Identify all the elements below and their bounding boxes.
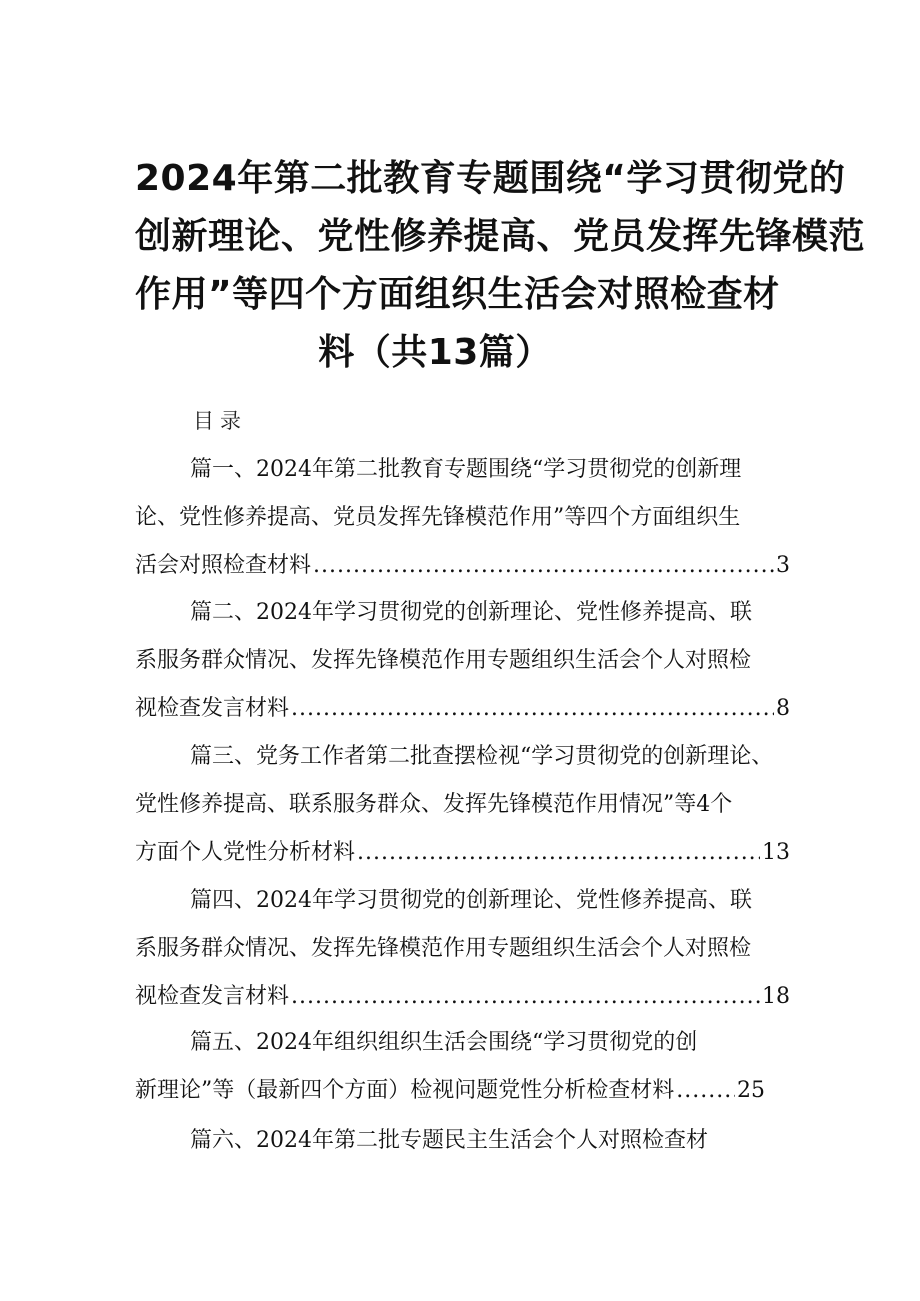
dot-leader (291, 973, 760, 1021)
toc-heading: 目录 (193, 409, 247, 433)
toc-entry-last-line (135, 685, 790, 733)
document-title (135, 150, 866, 382)
toc-entry-line: 视检查发言材料 (135, 696, 290, 721)
toc-entry-line: 视检查发言材料 (135, 984, 290, 1009)
title-line: 作用”等四个方面组织生活会对照检查材 (135, 274, 780, 315)
toc-entry-line: 活会对照检查材料 (135, 553, 312, 578)
toc-entry-1[interactable] (135, 446, 790, 590)
toc-entry-4[interactable] (135, 877, 790, 1021)
toc-entry-line: 系服务群众情况、发挥先锋模范作用专题组织生活会个人对照检 (135, 648, 752, 673)
toc-entry-line: 篇四、2024年学习贯彻党的创新理论、党性修养提高、联 (190, 888, 752, 913)
title-line: 料（共13篇） (318, 332, 552, 373)
toc-entry-line: 新理论”等（最新四个方面）检视问题党性分析检查材料 (135, 1078, 675, 1103)
toc-entry-3[interactable] (135, 733, 790, 877)
toc-entry-5[interactable] (135, 1019, 765, 1115)
toc-entry-line: 论、党性修养提高、党员发挥先锋模范作用”等四个方面组织生 (135, 505, 741, 530)
toc-entry-last-line (135, 1067, 765, 1115)
dot-leader (357, 829, 760, 877)
toc-entry-line: 系服务群众情况、发挥先锋模范作用专题组织生活会个人对照检 (135, 936, 752, 961)
title-line: 2024年第二批教育专题围绕“学习贯彻党的 (135, 158, 846, 199)
dot-leader (676, 1067, 735, 1115)
toc-entry-line: 党性修养提高、联系服务群众、发挥先锋模范作用情况”等4个 (135, 792, 733, 817)
page-number: 8 (776, 696, 790, 721)
page-number: 13 (762, 840, 790, 865)
page-number: 25 (737, 1078, 765, 1103)
toc-entry-line: 篇六、2024年第二批专题民主生活会个人对照检查材 (190, 1128, 708, 1153)
toc-entry-line: 篇三、党务工作者第二批查摆检视“学习贯彻党的创新理论、 (190, 744, 774, 769)
toc-entry-2[interactable] (135, 589, 790, 733)
toc-entry-last-line (135, 973, 790, 1021)
toc-entry-last-line (135, 829, 790, 877)
page-number: 3 (776, 553, 790, 578)
toc-entry-last-line (135, 542, 790, 590)
dot-leader (291, 685, 774, 733)
toc-entry-line: 篇五、2024年组织组织生活会围绕“学习贯彻党的创 (190, 1030, 698, 1055)
dot-leader (313, 542, 774, 590)
toc-entry-line: 篇二、2024年学习贯彻党的创新理论、党性修养提高、联 (190, 600, 752, 625)
title-line: 创新理论、党性修养提高、党员发挥先锋模范 (135, 216, 866, 257)
toc-entry-6[interactable] (135, 1117, 790, 1165)
page-number: 18 (762, 984, 790, 1009)
toc-entry-line: 方面个人党性分析材料 (135, 840, 356, 865)
toc-entry-line: 篇一、2024年第二批教育专题围绕“学习贯彻党的创新理 (190, 457, 742, 482)
